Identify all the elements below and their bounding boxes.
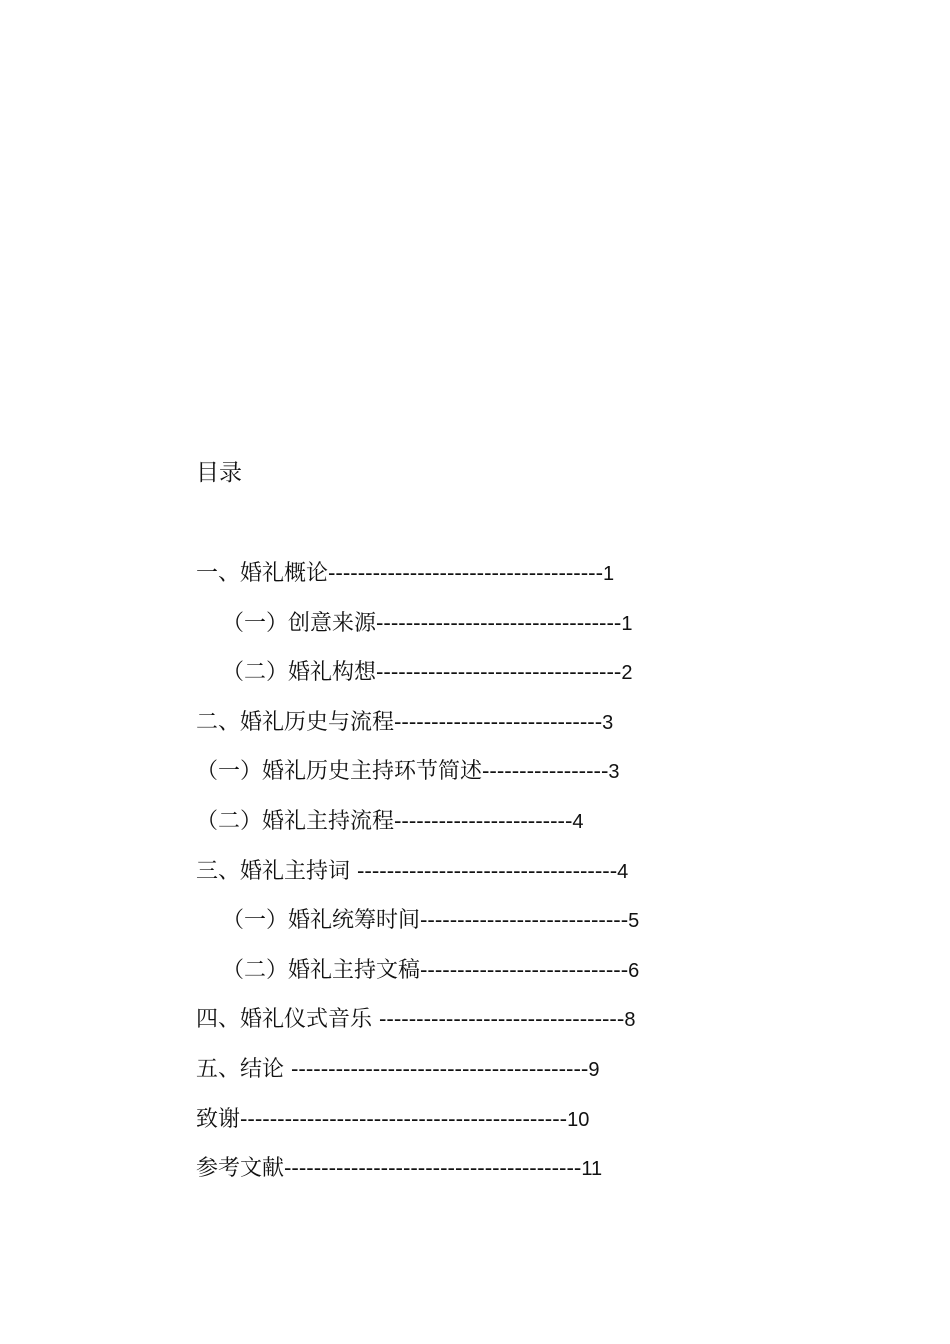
toc-entry — [196, 907, 796, 957]
toc-entry-text: （二）婚礼主持流程------------------------ — [196, 808, 573, 834]
toc-entry-text: 参考文献---------------------------------------- — [196, 1156, 582, 1182]
toc-entry-page: 4 — [617, 860, 629, 883]
toc-entry — [196, 1056, 796, 1106]
toc-entry — [196, 808, 796, 858]
toc-entry — [196, 560, 796, 610]
toc-entry-text: （一）婚礼历史主持环节简述----------------- — [196, 759, 609, 785]
toc-entry-text: （一）婚礼统筹时间---------------------------- — [222, 908, 629, 934]
toc-entry — [196, 957, 796, 1007]
toc-entry — [196, 709, 796, 759]
toc-entry-page: 1 — [603, 563, 615, 585]
toc-entry-text: （二）婚礼构想--------------------------------- — [222, 660, 622, 686]
toc-entry-text: 一、婚礼概论------------------------------------- — [196, 561, 604, 586]
toc-entry-page: 6 — [628, 959, 640, 982]
toc-entry — [196, 758, 796, 808]
toc-entry-page: 11 — [581, 1158, 603, 1181]
toc-entry-page: 3 — [608, 761, 620, 784]
toc-entry — [196, 1106, 796, 1156]
toc-entry-text: 五、结论 ---------------------------------------- — [196, 1056, 589, 1082]
toc-entry-page: 9 — [588, 1058, 600, 1081]
toc-entry-page: 5 — [628, 910, 640, 933]
toc-entry-page: 1 — [621, 612, 633, 635]
toc-entry-page: 4 — [572, 810, 584, 833]
toc-entry-text: 四、婚礼仪式音乐 --------------------------------- — [196, 1007, 625, 1033]
toc-entry-text: 三、婚礼主持词 ----------------------------------- — [196, 858, 618, 884]
toc-entry — [196, 1155, 796, 1205]
toc-entry — [196, 659, 796, 709]
toc-entry-text: （一）创意来源--------------------------------- — [222, 610, 622, 636]
toc-entry-page: 8 — [624, 1009, 636, 1032]
toc-title: 目录 — [196, 460, 242, 486]
toc-entry-text: 致谢-------------------------------------------- — [196, 1106, 568, 1132]
toc-entry-text: （二）婚礼主持文稿---------------------------- — [222, 957, 629, 983]
toc-entry-page: 3 — [602, 711, 614, 734]
toc-entry — [196, 858, 796, 908]
toc-entry-text: 二、婚礼历史与流程---------------------------- — [196, 709, 603, 735]
toc-entry — [196, 1006, 796, 1056]
toc-entry-page: 10 — [567, 1108, 590, 1131]
toc-entry — [196, 610, 796, 660]
toc-list — [196, 560, 796, 1205]
toc-entry-page: 2 — [621, 662, 633, 685]
